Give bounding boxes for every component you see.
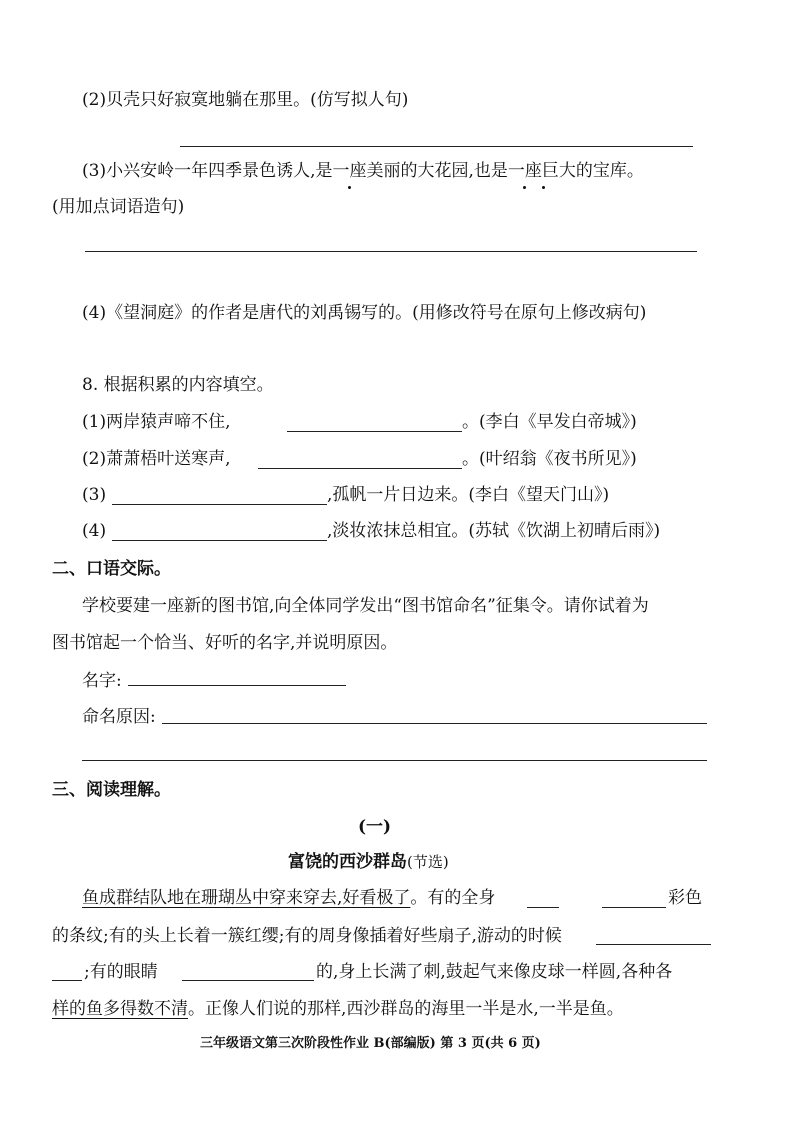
q8-item2-pre: (2)萧萧梧叶送寒声, — [82, 449, 231, 469]
q8-item4-pre: (4) — [82, 521, 107, 541]
page-footer: 三年级语文第三次阶段性作业 B(部编版) 第 3 页(共 6 页) — [200, 1036, 541, 1051]
answer-line-q8-1[interactable] — [287, 431, 462, 432]
emphasis-dot — [542, 186, 545, 189]
name-answer-line[interactable] — [128, 685, 346, 686]
q8-item4-post: ,淡妆浓抹总相宜。(苏轼《饮湖上初晴后雨》) — [327, 521, 661, 541]
reason-answer-line-1[interactable] — [162, 723, 707, 724]
q8-item3-pre: (3) — [82, 485, 107, 505]
passage-title-note: (节选) — [407, 853, 449, 871]
answer-line-q8-3[interactable] — [112, 504, 327, 505]
passage-line-3-start: ;有的眼睛 — [84, 962, 158, 982]
passage-line-4 — [52, 998, 624, 1020]
emphasis-dot — [348, 186, 351, 189]
q8-item3-post: ,孤帆一片日边来。(李白《望天门山》) — [327, 485, 610, 505]
passage-text: 。有的全身 — [410, 888, 496, 908]
blank-3a[interactable] — [52, 980, 82, 981]
q8-item1-pre: (1)两岸猿声啼不住, — [82, 412, 231, 432]
reading-part-label: (一) — [358, 817, 392, 837]
reason-answer-line-2[interactable] — [82, 760, 707, 761]
passage-line-1-end: 彩色 — [668, 888, 702, 908]
q7-item3-line1: (3)小兴安岭一年四季景色诱人,是一座美丽的大花园,也是一座巨大的宝库。 — [82, 161, 644, 181]
underlined-sentence-1: 鱼成群结队地在珊瑚丛中穿来穿去,好看极了 — [82, 888, 411, 908]
blank-3b[interactable] — [182, 980, 314, 981]
passage-line-2: 的条纹;有的头上长着一簇红缨;有的周身像插着好些扇子,游动的时候 — [52, 926, 562, 946]
blank-1a[interactable] — [527, 907, 559, 908]
q8-item2-post: 。(叶绍翁《夜书所见》) — [462, 449, 637, 469]
answer-line-q7-3[interactable] — [85, 251, 697, 252]
answer-line-q7-2[interactable] — [180, 146, 693, 147]
blank-1b[interactable] — [602, 907, 666, 908]
answer-line-q8-4[interactable] — [112, 540, 327, 541]
passage-text: 。正像人们说的那样,西沙群岛的海里一半是水,一半是鱼。 — [188, 999, 624, 1019]
section2-para-line2: 图书馆起一个恰当、好听的名字,并说明原因。 — [52, 633, 398, 653]
emphasis-dot — [523, 186, 526, 189]
name-label: 名字: — [82, 671, 122, 691]
q8-heading: 8. 根据积累的内容填空。 — [82, 375, 274, 395]
q7-item4: (4)《望洞庭》的作者是唐代的刘禹锡写的。(用修改符号在原句上修改病句) — [82, 303, 647, 323]
passage-title: 富饶的西沙群岛 — [288, 852, 407, 872]
q7-item3-line2: (用加点词语造句) — [52, 197, 185, 217]
reason-label: 命名原因: — [82, 707, 156, 727]
passage-title-wrap — [288, 851, 449, 873]
section2-para-line1: 学校要建一座新的图书馆,向全体同学发出“图书馆命名”征集令。请你试着为 — [82, 596, 649, 616]
answer-line-q8-2[interactable] — [258, 468, 462, 469]
underlined-sentence-2: 样的鱼多得数不清 — [52, 999, 188, 1019]
section2-heading: 二、口语交际。 — [52, 559, 171, 579]
section3-heading: 三、阅读理解。 — [52, 780, 171, 800]
q8-item1-post: 。(李白《早发白帝城》) — [462, 412, 637, 432]
passage-line-3-end: 的,身上长满了刺,鼓起气来像皮球一样圆,各种各 — [316, 962, 673, 982]
q7-item2: (2)贝壳只好寂寞地躺在那里。(仿写拟人句) — [82, 90, 409, 110]
passage-line-1 — [82, 887, 495, 909]
blank-2[interactable] — [596, 944, 711, 945]
